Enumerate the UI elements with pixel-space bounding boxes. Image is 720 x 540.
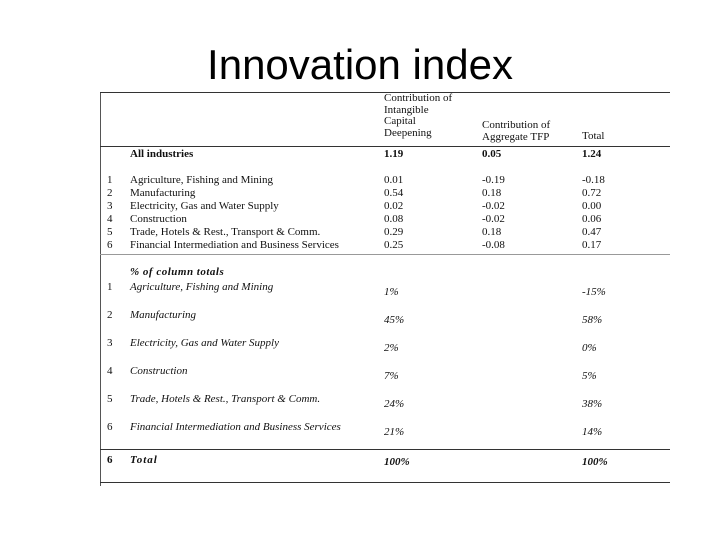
row-label: Agriculture, Fishing and Mining: [130, 281, 274, 293]
row-num: 1: [107, 174, 113, 186]
header-col-tfp-line: Contribution of: [482, 119, 551, 131]
row-c3: 0.06: [582, 213, 602, 225]
all-industries-c3: 1.24: [582, 148, 602, 160]
row-c3: 58%: [582, 314, 603, 326]
row-num: 3: [107, 337, 113, 349]
row-c3: 38%: [582, 398, 603, 410]
row-c3: 0.00: [582, 200, 602, 212]
total-rule-top: [100, 449, 670, 450]
pct-heading: % of column totals: [130, 266, 225, 278]
row-num: 5: [107, 226, 113, 238]
row-c1: 0.08: [384, 213, 404, 225]
row-c3: 0%: [582, 342, 597, 354]
row-c1: 0.02: [384, 200, 404, 212]
row-c3: 0.17: [582, 239, 602, 251]
section-rule: [100, 254, 670, 255]
row-c1: 24%: [384, 398, 405, 410]
row-c2: -0.19: [482, 174, 505, 186]
header-col-intangible-line: Capital: [384, 115, 416, 127]
row-c1: 0.25: [384, 239, 404, 251]
row-label: Construction: [130, 213, 187, 225]
row-c2: 0.18: [482, 226, 502, 238]
row-label: Financial Intermediation and Business Services: [130, 239, 339, 251]
row-c3: 0.47: [582, 226, 602, 238]
row-c1: 45%: [384, 314, 405, 326]
total-num: 6: [107, 454, 113, 466]
row-num: 6: [107, 421, 113, 433]
row-label: Financial Intermediation and Business Services: [130, 421, 341, 433]
header-col-intangible-line: Deepening: [384, 126, 432, 139]
all-industries-label: All industries: [130, 148, 194, 160]
header-col-tfp-line: Aggregate TFP: [482, 130, 550, 143]
row-c1: 0.01: [384, 174, 404, 186]
table-left-border: [100, 92, 101, 486]
header-col-total: Total: [582, 130, 605, 142]
row-label: Trade, Hotels & Rest., Transport & Comm.: [130, 393, 321, 405]
header-col-tfp: [482, 120, 550, 143]
all-industries-c2: 0.05: [482, 148, 502, 160]
header-col-intangible-line: Contribution of: [384, 92, 453, 104]
row-num: 6: [107, 239, 113, 251]
row-label: Electricity, Gas and Water Supply: [130, 200, 279, 212]
all-industries-c1: 1.19: [384, 148, 404, 160]
table-bottom-rule: [100, 482, 670, 483]
row-num: 3: [107, 200, 113, 212]
row-c1: 7%: [384, 370, 399, 382]
header-col-intangible: [384, 93, 452, 139]
total-label: Total: [130, 454, 158, 466]
row-c1: 2%: [384, 342, 399, 354]
row-c3: -0.18: [582, 174, 605, 186]
row-num: 4: [107, 365, 113, 377]
row-c2: -0.02: [482, 200, 505, 212]
row-c1: 0.54: [384, 187, 404, 199]
row-c1: 0.29: [384, 226, 404, 238]
row-c2: -0.08: [482, 239, 505, 251]
slide-title: Innovation index: [207, 41, 513, 88]
row-c2: -0.02: [482, 213, 505, 225]
row-c3: 0.72: [582, 187, 602, 199]
row-label: Electricity, Gas and Water Supply: [130, 337, 279, 349]
row-label: Manufacturing: [130, 187, 196, 199]
row-label: Manufacturing: [130, 309, 196, 321]
row-num: 1: [107, 281, 113, 293]
header-col-intangible-line: Intangible: [384, 103, 429, 116]
row-c1: 1%: [384, 286, 399, 298]
row-num: 2: [107, 187, 113, 199]
row-c2: 0.18: [482, 187, 502, 199]
row-label: Agriculture, Fishing and Mining: [130, 174, 273, 186]
row-num: 4: [107, 213, 113, 225]
row-label: Trade, Hotels & Rest., Transport & Comm.: [130, 226, 321, 238]
row-c3: 14%: [582, 426, 603, 438]
row-num: 2: [107, 309, 113, 321]
row-c3: 5%: [582, 370, 597, 382]
row-c1: 21%: [384, 426, 405, 438]
total-c1: 100%: [384, 456, 410, 468]
row-num: 5: [107, 393, 113, 405]
total-c3: 100%: [582, 456, 608, 468]
row-c3: -15%: [582, 286, 606, 298]
row-label: Construction: [130, 365, 188, 377]
header-rule: [100, 146, 670, 147]
